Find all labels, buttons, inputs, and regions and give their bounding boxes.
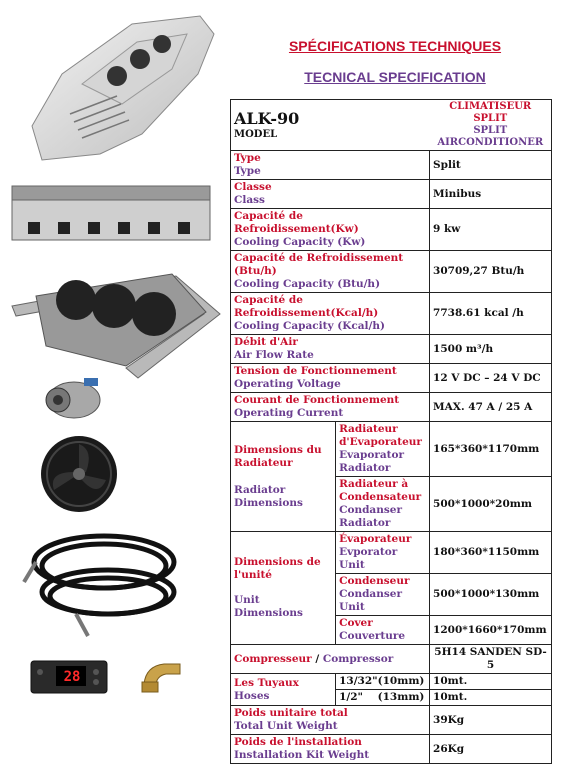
row-label-fr: Capacité de Refroidissement(Kw) [234,210,359,235]
sub-label-fr: Cover [339,617,373,629]
row-value: 180*360*1150mm [430,532,552,574]
hose-fitting-image [140,654,186,696]
row-value: 500*1000*20mm [430,477,552,532]
fan-image [24,432,134,516]
row-label-en: Cooling Capacity (Btu/h) [234,278,381,290]
heading-english: TECNICAL SPECIFICATION [304,69,486,85]
product-title-french: CLIMATISEUR SPLIT [449,101,532,124]
table-row [231,209,552,251]
hose-length: 10mt. [430,674,552,690]
row-label-en: Operating Current [234,407,344,419]
hoses-image [16,522,182,646]
hoses-label-fr: Les Tuyaux [234,676,299,689]
row-value: Split [430,151,552,180]
row-value: 165*360*1170mm [430,422,552,477]
compressor-image [44,372,108,422]
hose-length: 10mt. [430,690,552,706]
sub-label-en: Condanser Radiator [339,504,402,529]
unit-label-fr: Dimensions de l'unité [234,556,321,581]
row-label-fr: Type [234,152,261,164]
row-label-fr: Capacité de Refroidissement(Kcal/h) [234,294,379,319]
unit-group-label [231,532,336,645]
sub-label-en: Evaporator Radiator [339,449,405,474]
evaporator-unit-image [8,182,214,244]
sub-label-fr: Évaporateur [339,533,412,545]
condenser-radiator-image [6,266,224,382]
weight-row [231,735,552,764]
sub-label-en: Condanser Unit [339,588,402,613]
hoses-label-en: Hoses [234,689,270,702]
sub-label-fr: Condenseur [339,575,410,587]
table-row [231,364,552,393]
row-label-en: Air Flow Rate [234,349,314,361]
sub-label-fr: Radiateur à Condensateur [339,478,422,503]
weight-value: 39Kg [430,706,552,735]
row-label-fr: Classe [234,181,272,193]
compressor-value: 5H14 SANDEN SD-5 [430,645,552,674]
row-value: 1200*1660*170mm [430,616,552,645]
row-label-en: Type [234,165,261,177]
weight-row [231,706,552,735]
sub-label-fr: Radiateur d'Evaporateur [339,423,422,448]
row-label-fr: Courant de Fonctionnement [234,394,400,406]
row-label-en: Cooling Capacity (Kw) [234,236,366,248]
weight-label-fr: Poids unitaire total [234,707,348,719]
compressor-row [231,645,552,674]
row-label-fr: Capacité de Refroidissement (Btu/h) [234,252,404,277]
row-value: 500*1000*130mm [430,574,552,616]
compressor-label-fr: Compresseur [234,652,312,665]
row-value: 30709,27 Btu/h [430,251,552,293]
weight-value: 26Kg [430,735,552,764]
controller-display: 28 [63,669,81,685]
unit-label-en: Unit Dimensions [234,594,303,619]
compressor-label-sep: / [311,652,323,665]
hose-row [231,674,552,690]
table-row [231,393,552,422]
table-row [231,335,552,364]
weight-label-fr: Poids de l'installation [234,736,362,748]
unit-row [231,532,552,574]
table-row [231,251,552,293]
product-title-english: SPLIT AIRCONDITIONER [437,125,544,148]
row-value: 7738.61 kcal /h [430,293,552,335]
hose-size: 13/32"(10mm) [336,674,430,690]
row-value: Minibus [430,180,552,209]
model-name: ALK-90 [234,108,300,128]
table-row [231,293,552,335]
heading-french: SPÉCIFICATIONS TECHNIQUES [288,38,502,54]
radiator-group-label [231,422,336,532]
row-label-en: Operating Voltage [234,378,341,390]
weight-label-en: Installation Kit Weight [234,749,370,761]
row-label-fr: Tension de Fonctionnement [234,365,397,377]
table-row [231,151,552,180]
row-value: 12 V DC – 24 V DC [430,364,552,393]
compressor-label-en: Compressor [322,652,394,665]
hoses-label [231,674,336,706]
row-label-en: Class [234,194,265,206]
row-label-fr: Débit d'Air [234,336,298,348]
radiator-row [231,422,552,477]
row-label-en: Cooling Capacity (Kcal/h) [234,320,385,332]
table-row [231,180,552,209]
hose-size: 1/2" (13mm) [336,690,430,706]
sub-label-en: Evporator Unit [339,546,398,571]
spec-table [230,99,552,764]
sub-label-en: Couverture [339,630,406,642]
row-value: 1500 m³/h [430,335,552,364]
row-value: 9 kw [430,209,552,251]
weight-label-en: Total Unit Weight [234,720,338,732]
model-label: MODEL [234,128,278,140]
model-cell [231,100,430,151]
radiator-label-en: Radiator Dimensions [234,483,303,509]
table-header-row [231,100,552,151]
row-value: MAX. 47 A / 25 A [430,393,552,422]
product-title-cell [430,100,552,151]
roof-unit-image [22,14,218,162]
radiator-label-fr: Dimensions du Radiateur [234,443,322,469]
